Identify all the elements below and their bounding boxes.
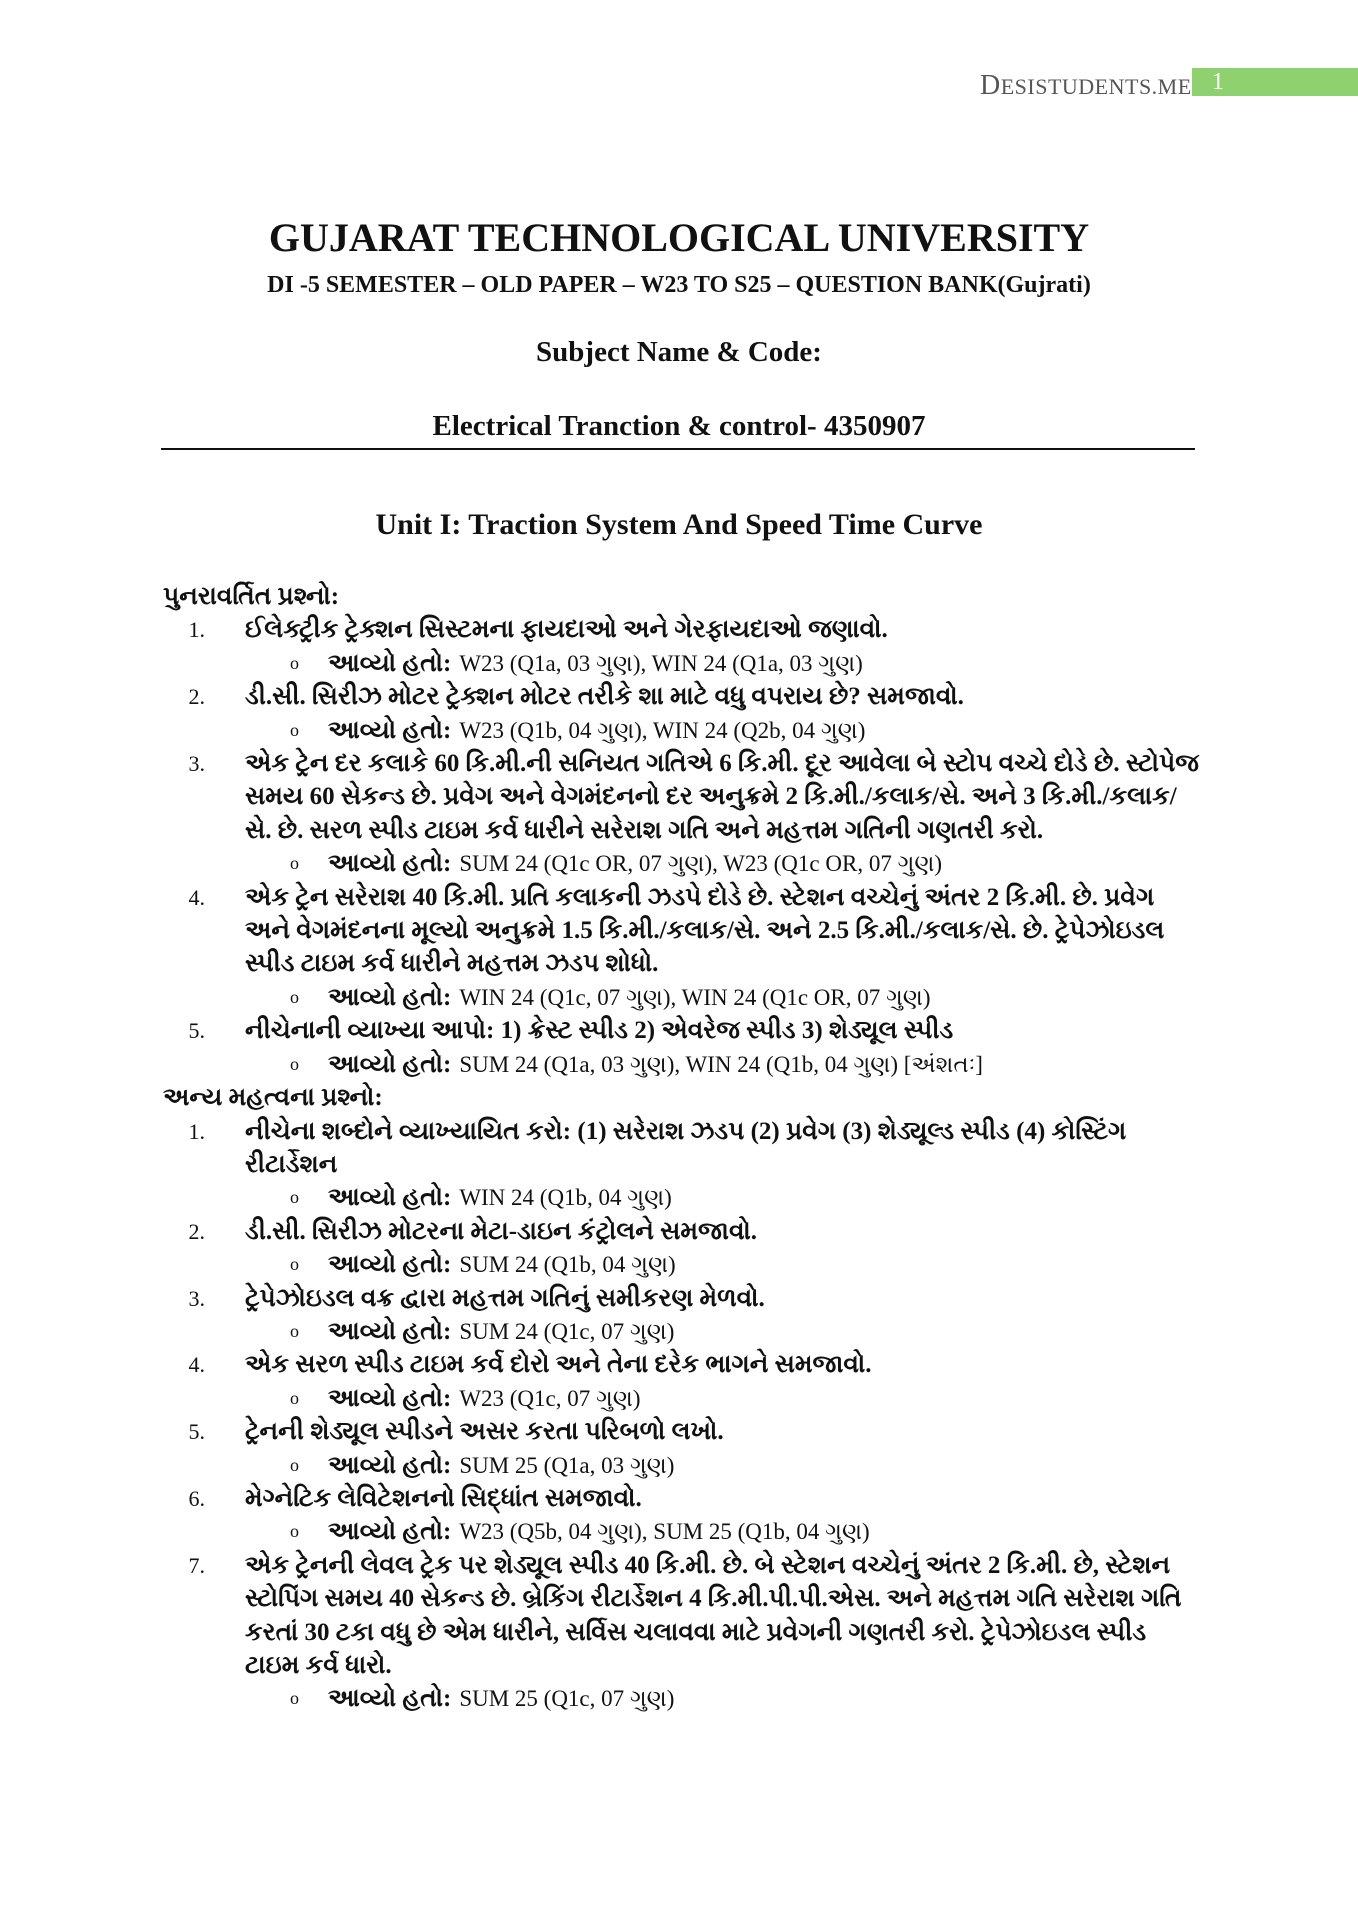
bullet-icon: o (290, 1187, 299, 1208)
question-number: 5. (188, 1018, 205, 1044)
bullet-icon: o (290, 1053, 299, 1074)
asked-in (328, 1181, 672, 1214)
bullet-icon: o (290, 719, 299, 740)
exam-reference: SUM 24 (Q1c, 07 ગુણ) (459, 1318, 675, 1344)
bullet-icon: o (290, 853, 299, 874)
asked-label: આવ્યો હતો: (328, 1518, 452, 1546)
question-item (163, 680, 1203, 713)
exam-reference: SUM 24 (Q1b, 04 ગુણ) (459, 1252, 676, 1278)
page-number: 1 (1192, 68, 1358, 96)
question-text: એક ટ્રેન દર કલાકે 60 કિ.મી.ની સનિયત ગતિએ 6 કિ.મી. દૂર આવેલા બે સ્ટોપ વચ્ચે દોડે છે. સ્ટોપેજ સમય 60 સેકન્ડ છે. પ્રવેગ અને વેગમંદનનો દર અનુક્રમે 2 કિ.મી./કલાક/સે. અને 3 કિ.મી./કલાક/સે. છે. સરળ સ્પીડ ટાઇમ કર્વ ધારીને સરેરાશ ગતિ અને મહત્તમ ગતિની ગણતરી કરો. (245, 750, 1199, 844)
exam-reference: W23 (Q5b, 04 ગુણ), SUM 25 (Q1b, 04 ગુણ) (459, 1519, 870, 1545)
site-name (980, 70, 1192, 102)
exam-reference: SUM 25 (Q1a, 03 ગુણ) (459, 1452, 675, 1478)
section-heading: અન્ય મહત્વના પ્રશ્નો: (163, 1084, 383, 1112)
question-number: 3. (188, 1285, 205, 1311)
bullet-icon: o (290, 986, 299, 1007)
exam-reference: WIN 24 (Q1b, 04 ગુણ) (459, 1185, 672, 1211)
question-text: એક સરળ સ્પીડ ટાઇમ કર્વ દોરો અને તેના દરેક ભાગને સમજાવો. (245, 1351, 872, 1379)
question-text: ઈલેક્ટ્રીક ટ્રેક્શન સિસ્ટમના ફાયદાઓ અને ગેરફાયદાઓ જણાવો. (245, 616, 888, 644)
question-text: ડી.સી. સિરીઝ મોટરના મેટા-ડાઇન કંટ્રોલને સમજાવો. (245, 1217, 758, 1245)
bullet-icon: o (290, 1320, 299, 1341)
asked-in (328, 1515, 870, 1548)
question-item (163, 1014, 1203, 1047)
question-number: 2. (188, 1218, 205, 1244)
question-item (163, 1348, 1203, 1381)
asked-label: આવ્યો હતો: (328, 716, 452, 744)
asked-in-bullet (163, 1248, 1203, 1281)
asked-label: આવ્યો હતો: (328, 983, 452, 1011)
question-number: 4. (188, 1352, 205, 1378)
asked-label: આવ્યો હતો: (328, 649, 452, 677)
divider (161, 448, 1195, 450)
question-item (163, 1282, 1203, 1315)
asked-label: આવ્યો હતો: (328, 1451, 452, 1479)
question-number: 5. (188, 1419, 205, 1445)
asked-in (328, 1682, 674, 1715)
question-number: 2. (188, 684, 205, 710)
question-text: ટ્રેપેઝોઇડલ વક્ર દ્વારા મહત્તમ ગતિનું સમીકરણ મેળવો. (245, 1284, 765, 1312)
course-name: Electrical Tranction & control- 4350907 (432, 410, 926, 442)
asked-label: આવ્યો હતો: (328, 1685, 452, 1713)
question-number: 7. (188, 1552, 205, 1578)
question-number: 4. (188, 884, 205, 910)
question-item (163, 1415, 1203, 1448)
asked-label: આવ્યો હતો: (328, 1050, 452, 1078)
unit-heading: Unit I: Traction System And Speed Time Curve (375, 508, 983, 541)
exam-reference: W23 (Q1c, 07 ગુણ) (459, 1385, 641, 1411)
question-item (163, 881, 1203, 981)
subject-label: Subject Name & Code: (536, 336, 822, 368)
asked-in-bullet (163, 1382, 1203, 1415)
asked-in-bullet (163, 1682, 1203, 1715)
question-text: મેગ્નેટિક લેવિટેશનનો સિદ્ધાંત સમજાવો. (245, 1484, 642, 1512)
exam-reference: SUM 24 (Q1a, 03 ગુણ), WIN 24 (Q1b, 04 ગુણ) [અંશતઃ] (459, 1051, 983, 1077)
question-item (163, 1115, 1203, 1182)
asked-in-bullet (163, 847, 1203, 880)
asked-in (328, 1449, 674, 1482)
asked-label: આવ્યો હતો: (328, 850, 452, 878)
question-item (163, 747, 1203, 847)
asked-label: આવ્યો હતો: (328, 1384, 452, 1412)
question-text: નીચેનાની વ્યાખ્યા આપો: 1) ક્રેસ્ટ સ્પીડ 2) એવરેજ સ્પીડ 3) શેડ્યૂલ સ્પીડ (245, 1017, 954, 1045)
question-text: એક ટ્રેન સરેરાશ 40 કિ.મી. પ્રતિ કલાકની ઝડપે દોડે છે. સ્ટેશન વચ્ચેનું અંતર 2 કિ.મી. છે. પ્રવેગ અને વેગમંદનના મૂલ્યો અનુક્રમે 1.5 કિ.મી./કલાક/સે. અને 2.5 કિ.મી./કલાક/સે. છે. ટ્રેપેઝોઇડલ સ્પીડ ટાઇમ કર્વ ધારીને મહત્તમ ઝડપ શોધો. (245, 883, 1165, 978)
question-item (163, 1549, 1203, 1683)
asked-in-bullet (163, 1515, 1203, 1548)
bullet-icon: o (290, 1387, 299, 1408)
exam-reference: WIN 24 (Q1c, 07 ગુણ), WIN 24 (Q1c OR, 07 ગુણ) (459, 984, 931, 1010)
asked-in (328, 647, 863, 680)
asked-in-bullet (163, 1315, 1203, 1348)
question-number: 3. (188, 751, 205, 777)
asked-in-bullet (163, 1048, 1203, 1081)
bullet-icon: o (290, 1454, 299, 1475)
asked-label: આવ્યો હતો: (328, 1317, 452, 1345)
question-number: 1. (188, 1118, 205, 1144)
asked-in-bullet (163, 714, 1203, 747)
asked-in-bullet (163, 1181, 1203, 1214)
question-item (163, 1215, 1203, 1248)
asked-in (328, 1248, 676, 1281)
question-text: નીચેના શબ્દોને વ્યાખ્યાયિત કરો: (1) સરેરાશ ઝડપ (2) પ્રવેગ (3) શેડ્યૂલ્ડ સ્પીડ (4) કોસ્ટિંગ રીટાર્ડેશન (245, 1117, 1127, 1178)
exam-reference: W23 (Q1b, 04 ગુણ), WIN 24 (Q2b, 04 ગુણ) (459, 717, 866, 743)
asked-in (328, 847, 942, 880)
asked-in-bullet (163, 981, 1203, 1014)
asked-label: આવ્યો હતો: (328, 1184, 452, 1212)
asked-in-bullet (163, 1449, 1203, 1482)
asked-in (328, 981, 931, 1014)
exam-reference: SUM 25 (Q1c, 07 ગુણ) (459, 1686, 675, 1712)
bullet-icon: o (290, 1521, 299, 1542)
asked-in-bullet (163, 647, 1203, 680)
asked-in (328, 1048, 983, 1081)
question-list (163, 580, 1203, 1716)
question-item (163, 613, 1203, 646)
question-text: એક ટ્રેનની લેવલ ટ્રેક પર શેડ્યૂલ સ્પીડ 40 કિ.મી. છે. બે સ્ટેશન વચ્ચેનું અંતર 2 કિ.મી. છે, સ્ટેશન સ્ટોપિંગ સમય 40 સેકન્ડ છે. બ્રેકિંગ રીટાર્ડેશન 4 કિ.મી.પી.પી.એસ. અને મહત્તમ ગતિ સરેરાશ ગતિ કરતાં 30 ટકા વધુ છે એમ ધારીને, સર્વિસ ચલાવવા માટે પ્રવેગની ગણતરી કરો. ટ્રેપેઝોઇડલ સ્પીડ ટાઇમ કર્વ ધારો. (245, 1551, 1182, 1679)
question-item (163, 1482, 1203, 1515)
question-text: ડી.સી. સિરીઝ મોટર ટ્રેક્શન મોટર તરીકે શા માટે વધુ વપરાય છે? સમજાવો. (245, 683, 964, 711)
bullet-icon: o (290, 1688, 299, 1709)
question-number: 1. (188, 617, 205, 643)
question-number: 6. (188, 1485, 205, 1511)
asked-in (328, 1315, 674, 1348)
document-subtitle: DI -5 SEMESTER – OLD PAPER – W23 TO S25 – QUESTION BANK(Gujrati) (267, 272, 1091, 298)
exam-reference: W23 (Q1a, 03 ગુણ), WIN 24 (Q1a, 03 ગુણ) (459, 650, 863, 676)
asked-in (328, 1382, 641, 1415)
question-text: ટ્રેનની શેડ્યૂલ સ્પીડને અસર કરતા પરિબળો લખો. (245, 1418, 724, 1446)
site-name-initial: D (980, 70, 1001, 101)
asked-label: આવ્યો હતો: (328, 1251, 452, 1279)
asked-in (328, 714, 865, 747)
exam-reference: SUM 24 (Q1c OR, 07 ગુણ), W23 (Q1c OR, 07 ગુણ) (459, 851, 943, 877)
bullet-icon: o (290, 1254, 299, 1275)
section-heading: પુનરાવર્તિત પ્રશ્નો: (163, 583, 340, 610)
document-title: GUJARAT TECHNOLOGICAL UNIVERSITY (268, 215, 1090, 260)
site-name-rest: ESISTUDENTS.ME (1000, 74, 1192, 99)
bullet-icon: o (290, 652, 299, 673)
